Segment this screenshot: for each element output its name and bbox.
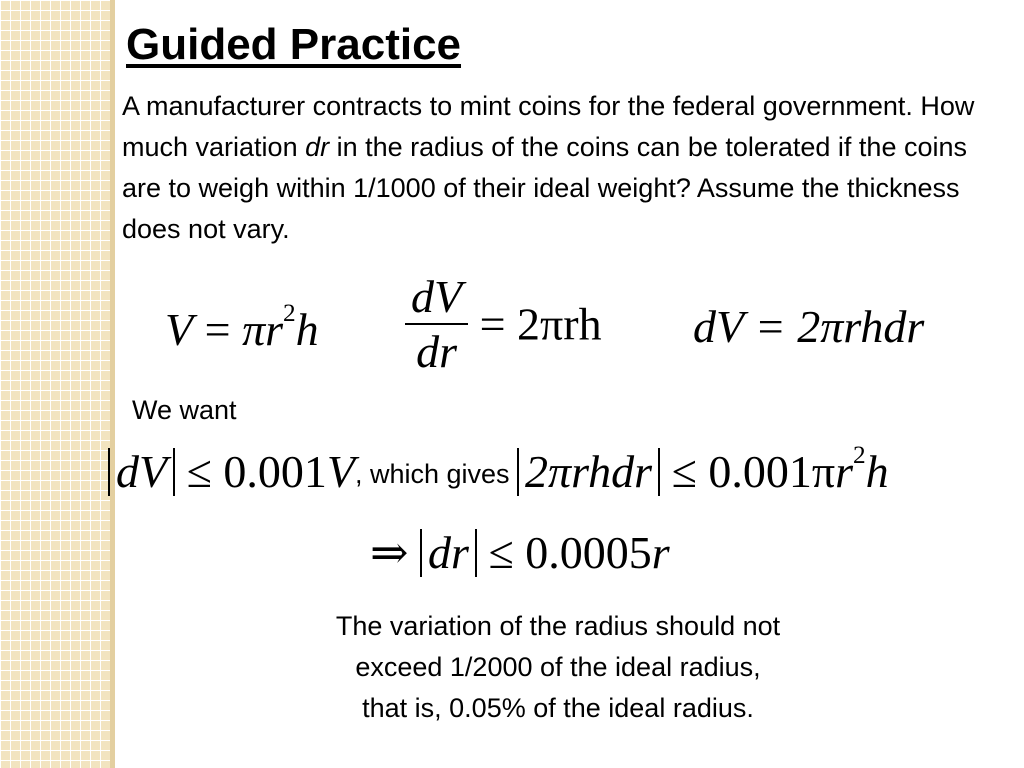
derivative-equation bbox=[405, 270, 602, 378]
condition-exponent: 2 bbox=[852, 440, 866, 469]
problem-text-part1: A manufacturer contracts to mint coins for the federal government. How much variation bbox=[122, 91, 975, 162]
volume-equation bbox=[165, 298, 319, 356]
implies-symbol: ⇒ bbox=[370, 527, 421, 578]
exponent: 2 bbox=[283, 298, 296, 327]
fraction-denominator: dr bbox=[405, 323, 468, 378]
which-gives-text: , which gives bbox=[354, 459, 518, 489]
radius-var: r bbox=[265, 304, 284, 355]
decorative-side-strip bbox=[0, 0, 110, 768]
condition-volume-var: V bbox=[326, 446, 355, 497]
conclusion-line-1: The variation of the radius should not bbox=[335, 611, 781, 641]
result-equation bbox=[370, 525, 670, 579]
result-radius-var: r bbox=[651, 527, 670, 578]
condition-radius-var: r bbox=[835, 446, 853, 497]
abs-dV bbox=[108, 448, 175, 496]
condition-relation-2: ≤ 0.001π bbox=[660, 446, 836, 497]
slide-title: Guided Practice bbox=[126, 20, 462, 69]
condition-height-var: h bbox=[865, 446, 889, 497]
condition-equation bbox=[108, 440, 889, 498]
fraction-numerator: dV bbox=[411, 271, 463, 322]
height-var: h bbox=[295, 304, 319, 355]
abs-2pirhdr bbox=[517, 448, 660, 496]
abs-2pirhdr-content: 2πrhdr bbox=[525, 446, 653, 497]
abs-dV-content: dV bbox=[116, 446, 168, 497]
differential-equation bbox=[693, 300, 924, 353]
result-relation: ≤ 0.0005 bbox=[476, 527, 652, 578]
problem-statement bbox=[122, 86, 1002, 250]
equals-sign: = bbox=[193, 304, 243, 355]
condition-relation: ≤ 0.001 bbox=[175, 446, 327, 497]
abs-dr bbox=[420, 529, 477, 577]
conclusion-text bbox=[258, 606, 858, 729]
problem-variable: dr bbox=[305, 132, 330, 162]
derivative-fraction bbox=[405, 270, 468, 378]
volume-var: V bbox=[165, 304, 194, 355]
conclusion-line-2: exceed 1/2000 of the ideal radius, bbox=[355, 652, 761, 682]
abs-dr-content: dr bbox=[428, 527, 469, 578]
we-want-label: We want bbox=[132, 395, 237, 425]
conclusion-line-3: that is, 0.05% of the ideal radius. bbox=[362, 693, 754, 723]
differential-text: dV = 2πrhdr bbox=[693, 301, 925, 352]
decorative-side-edge bbox=[110, 0, 115, 768]
derivative-rhs: = 2πrh bbox=[468, 298, 602, 350]
pi-symbol: π bbox=[242, 304, 266, 355]
problem-text-part2: in the radius of the coins can be tolerated if the coins are to weigh within 1/1000 of their ideal weight? Assume the thickness does not vary. bbox=[122, 132, 967, 244]
